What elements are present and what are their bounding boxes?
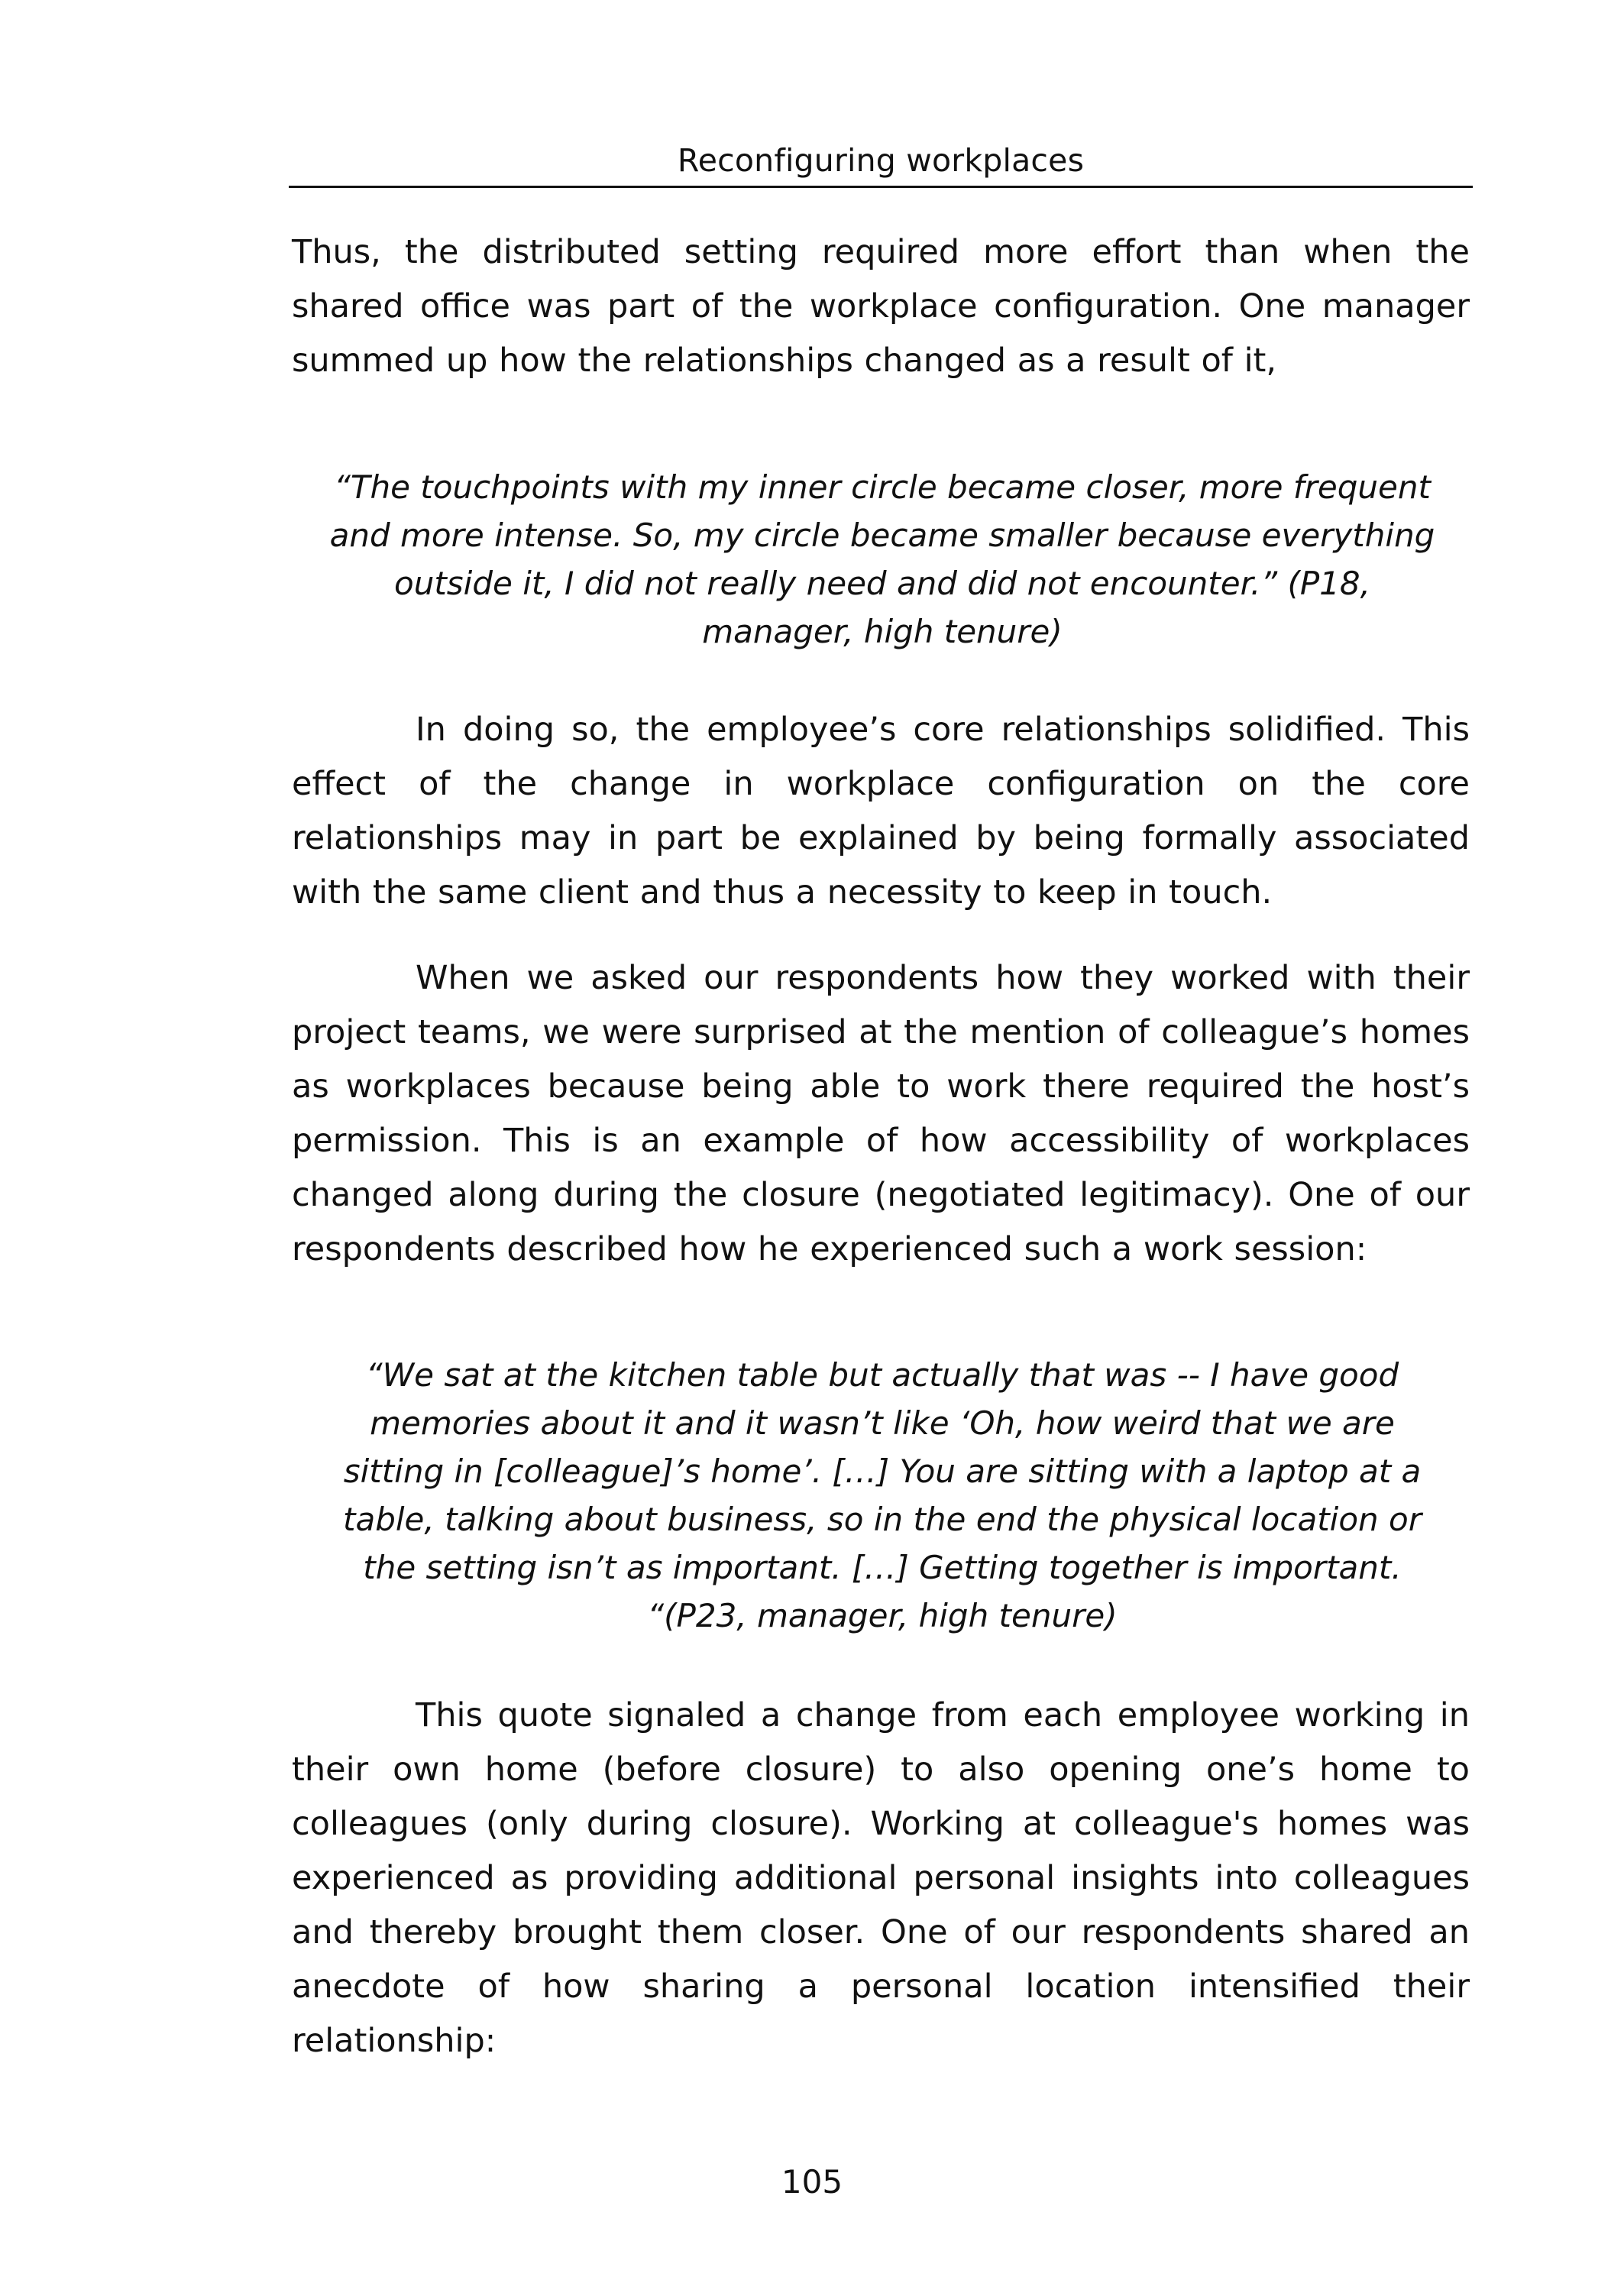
block-quote-1: “The touchpoints with my inner circle became closer, more frequent and more intense. So, my circle became smaller because everything outside it, I did not really need and did not encounter.” (P18, manager, high tenure)	[329, 468, 1435, 650]
paragraph-2: In doing so, the employee’s core relationships solidified. This effect of the change in workplace configuration on the core relationships may in part be explained by being formally associated with the same client and thus a necessity to keep in touch.	[292, 711, 1470, 912]
page-number: 105	[781, 2163, 843, 2201]
paragraph-4: This quote signaled a change from each employee working in their own home (before closure) to also opening one’s home to colleagues (only during closure). Working at colleague's homes was experienced as providing additional personal insights into colleagues and thereby brought them closer. One of our respondents shared an anecdote of how sharing a personal location intensified their relationship:	[292, 1696, 1470, 2060]
block-quote-2: “We sat at the kitchen table but actually that was -- I have good memories about it and it wasn’t like ‘Oh, how weird that we are sitting in [colleague]’s home’. […] You are sitting with a laptop at a table, talking about business, so in the end the physical location or the setting isn’t as important. […] Getting together is important. “(P23, manager, high tenure)	[343, 1356, 1422, 1634]
running-header: Reconfiguring workplaces	[677, 142, 1085, 179]
header-rule	[289, 186, 1473, 188]
paragraph-1: Thus, the distributed setting required more effort than when the shared office was part of the workplace configuration. One manager summed up how the relationships changed as a result of it,	[292, 233, 1470, 380]
paragraph-3: When we asked our respondents how they worked with their project teams, we were surprised at the mention of colleague’s homes as workplaces because being able to work there required the host’s permission. This is an example of how accessibility of workplaces changed along during the closure (negotiated legitimacy). One of our respondents described how he experienced such a work session:	[292, 959, 1470, 1268]
